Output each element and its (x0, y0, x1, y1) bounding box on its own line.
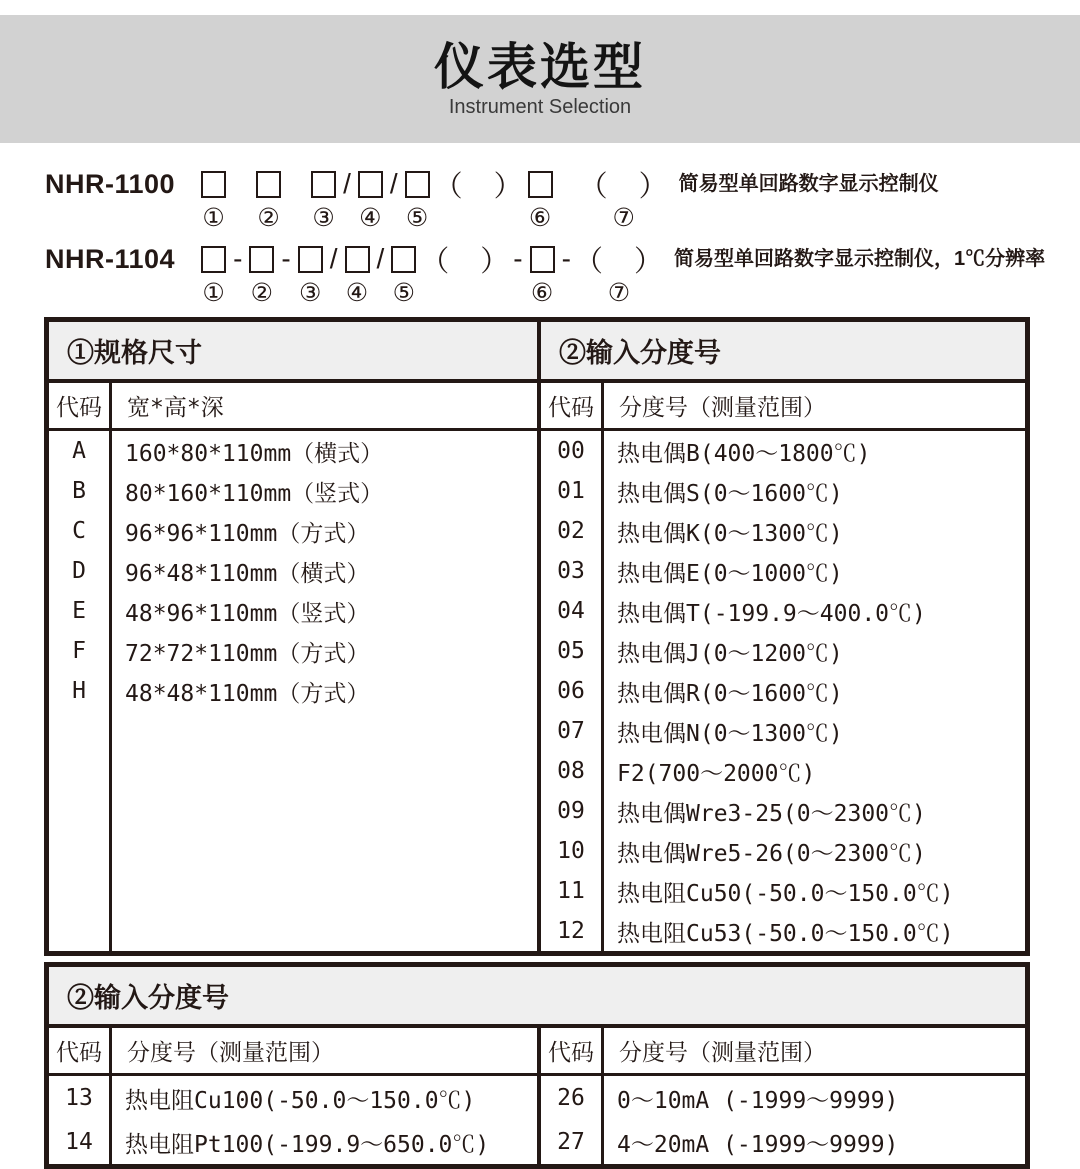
circled-index (564, 203, 571, 233)
empty-code-box (311, 171, 336, 198)
model-code-box-slot (345, 242, 370, 308)
table-row (49, 1120, 537, 1164)
value-cell: 4～20mA (-1999～9999) (617, 1131, 899, 1158)
circled-index (234, 278, 241, 308)
circled-index: ⑥ (530, 279, 554, 307)
empty-code-box (391, 246, 416, 273)
spacer-slot (230, 167, 252, 233)
value-cell: 热电偶T(-199.9～400.0℃) (617, 600, 926, 627)
separator: - (233, 243, 243, 274)
value-cell: 热电偶Wre3-25(0～2300℃) (617, 800, 926, 827)
table-row (541, 1076, 1025, 1120)
circled-index: ④ (359, 204, 382, 232)
value-cell: 96*48*110mm（横式） (125, 560, 370, 587)
code-cell: 11 (557, 878, 585, 904)
selection-table-2 (44, 962, 1030, 1169)
value-cell: F2(700～2000℃) (617, 760, 816, 787)
sep-slot (387, 167, 401, 233)
code-cell: A (72, 438, 86, 464)
table-row (49, 591, 537, 631)
column-header-dimensions: 宽*高*深 (127, 395, 224, 421)
circled-index (390, 203, 397, 233)
circled-index: ② (257, 204, 280, 232)
table-row (541, 591, 1025, 631)
model-code-section (45, 167, 1080, 308)
model-code-box-slot (256, 167, 281, 233)
code-cell: 26 (557, 1085, 585, 1111)
code-cell: 10 (557, 838, 585, 864)
empty-code-box (256, 171, 281, 198)
column-header-graduation-range: 分度号（测量范围） (619, 395, 826, 421)
table-row (49, 631, 537, 671)
table-row (541, 471, 1025, 511)
code-cell: E (72, 598, 86, 624)
separator: / (329, 243, 338, 274)
sep-slot (374, 242, 388, 308)
value-cell: 0～10mA (-1999～9999) (617, 1087, 899, 1114)
circled-index: ⑤ (392, 279, 415, 307)
column-header-code: 代码 (548, 1040, 594, 1066)
value-cell: 热电偶Wre5-26(0～2300℃) (617, 840, 926, 867)
code-cell: 03 (557, 558, 585, 584)
value-cell: 热电偶R(0～1600℃) (617, 680, 843, 707)
column-header-graduation-range: 分度号（测量范围） (619, 1040, 826, 1066)
table-row (49, 671, 537, 711)
model-description: 简易型单回路数字显示控制仪，1℃分辨率 (673, 248, 1046, 270)
paren-slot (579, 167, 669, 233)
code-box (405, 167, 430, 201)
code-cell: 09 (557, 798, 585, 824)
circled-index (514, 278, 521, 308)
value-cell: 160*80*110mm（横式） (125, 440, 384, 467)
table2-left-rows (49, 1076, 541, 1164)
code-cell: 14 (65, 1129, 93, 1155)
model-code-box-slot (358, 167, 383, 233)
column-header-code: 代码 (56, 395, 102, 421)
table-row (541, 431, 1025, 471)
value-cell: 热电偶B(400～1800℃) (617, 440, 871, 467)
table-row (541, 751, 1025, 791)
sep-slot (278, 242, 293, 308)
circled-index (343, 203, 350, 233)
code-cell: 27 (557, 1129, 585, 1155)
value-cell: 48*48*110mm（方式） (125, 680, 370, 707)
circled-index (283, 278, 290, 308)
table-row (541, 791, 1025, 831)
table-row (49, 511, 537, 551)
empty-code-box (358, 171, 383, 198)
empty-code-box (298, 246, 323, 273)
column-header-graduation-range: 分度号（测量范围） (127, 1040, 334, 1066)
code-cell: F (72, 638, 86, 664)
value-cell: 热电偶E(0～1000℃) (617, 560, 843, 587)
value-cell: 热电偶K(0～1300℃) (617, 520, 843, 547)
table-row (541, 671, 1025, 711)
table1-column-header-row (49, 383, 1025, 431)
page-subtitle: Instrument Selection (448, 95, 632, 118)
selection-table-1 (44, 317, 1030, 956)
model-description: 简易型单回路数字显示控制仪 (678, 173, 939, 195)
model-code-box-slot (311, 167, 336, 233)
table-row (541, 711, 1025, 751)
page-title: 仪表选型 (434, 38, 646, 95)
value-cell: 96*96*110mm（方式） (125, 520, 370, 547)
empty-code-box (405, 171, 430, 198)
separator: / (343, 168, 351, 199)
table1-right-rows (541, 431, 1025, 951)
circled-index: ③ (299, 279, 322, 307)
sep-slot (559, 242, 574, 308)
empty-code-box (528, 171, 553, 198)
circled-index: ⑤ (405, 204, 429, 232)
value-cell: 热电阻Pt100(-199.9～650.0℃) (125, 1131, 490, 1158)
model-name: NHR-1100 (45, 169, 176, 199)
table-row (49, 1076, 537, 1120)
value-cell: 热电偶S(0～1600℃) (617, 480, 843, 507)
table-row (541, 911, 1025, 951)
table-row (541, 631, 1025, 671)
circled-index: ② (250, 279, 274, 307)
circled-index (293, 203, 300, 233)
separator: / (376, 243, 385, 274)
code-cell: D (72, 558, 86, 584)
sep-slot (340, 167, 354, 233)
empty-code-box (201, 171, 226, 198)
sep-slot (230, 242, 245, 308)
code-box (530, 242, 555, 276)
code-box (201, 167, 226, 201)
table1-section-band (49, 322, 1025, 383)
circled-index (238, 203, 245, 233)
code-box (249, 242, 274, 276)
circled-index (462, 278, 469, 308)
value-cell: 48*96*110mm（竖式） (125, 600, 370, 627)
model-code-box-slot (298, 242, 323, 308)
model-code-slots (197, 242, 664, 308)
model-code-box-slot (530, 242, 555, 308)
code-cell: 08 (557, 758, 585, 784)
sep-slot (327, 242, 341, 308)
value-cell: 80*160*110mm（竖式） (125, 480, 384, 507)
code-cell: B (72, 478, 86, 504)
empty-code-box (249, 246, 274, 273)
value-cell: 热电阻Cu100(-50.0～150.0℃) (125, 1087, 476, 1114)
model-code-slots (197, 167, 669, 233)
circled-index (563, 278, 570, 308)
circled-index: ④ (345, 279, 369, 307)
value-cell: 热电阻Cu53(-50.0～150.0℃) (617, 920, 954, 947)
table-row (49, 431, 537, 471)
code-cell: 12 (557, 918, 585, 944)
circled-index: ① (202, 204, 225, 232)
sep-slot (510, 242, 525, 308)
circled-index: ⑦ (612, 204, 635, 232)
paren-field: （ ） (578, 170, 669, 203)
value-cell: 热电阻Cu50(-50.0～150.0℃) (617, 880, 954, 907)
code-box (345, 242, 370, 276)
circled-index: ③ (312, 204, 335, 232)
model-code-line (45, 167, 1080, 233)
code-box (256, 167, 281, 201)
code-box (201, 242, 226, 276)
table2-body (49, 1076, 1025, 1164)
column-header-code: 代码 (56, 1040, 102, 1066)
table-row (541, 831, 1025, 871)
table-row (541, 511, 1025, 551)
model-code-box-slot (405, 167, 430, 233)
section-header-spec-size: ①规格尺寸 (49, 322, 541, 379)
value-cell: 热电偶N(0～1300℃) (617, 720, 843, 747)
circled-index: ⑦ (607, 279, 631, 307)
separator: / (389, 168, 398, 199)
paren-slot (574, 242, 664, 308)
table-row (541, 871, 1025, 911)
circled-index (475, 203, 482, 233)
model-code-line (45, 242, 1080, 308)
value-cell: 72*72*110mm（方式） (125, 640, 370, 667)
separator: - (561, 243, 571, 274)
table1-left-rows (49, 431, 541, 951)
circled-index: ① (202, 279, 225, 307)
code-box (391, 242, 416, 276)
code-cell: H (72, 678, 86, 704)
model-code-box-slot (249, 242, 274, 308)
circled-index (377, 278, 384, 308)
code-cell: 02 (557, 518, 585, 544)
paren-field: （ ） (420, 245, 511, 278)
value-cell: 热电偶J(0～1200℃) (617, 640, 843, 667)
circled-index (330, 278, 337, 308)
code-box (311, 167, 336, 201)
empty-code-box (530, 246, 555, 273)
paren-slot (420, 242, 510, 308)
model-code-box-slot (201, 167, 226, 233)
section-header-input-graduation-2: ②输入分度号 (49, 967, 1025, 1028)
empty-code-box (345, 246, 370, 273)
separator: - (513, 243, 523, 274)
circled-index: ⑥ (528, 204, 552, 232)
table-row (541, 551, 1025, 591)
model-code-box-slot (201, 242, 226, 308)
model-code-box-slot (528, 167, 553, 233)
model-code-box-slot (391, 242, 416, 308)
code-box (528, 167, 553, 201)
code-cell: 01 (557, 478, 585, 504)
table2-column-header-row (49, 1028, 1025, 1076)
table2-right-rows (541, 1076, 1025, 1164)
column-header-code: 代码 (548, 395, 594, 421)
spacer-slot (285, 167, 307, 233)
empty-code-box (201, 246, 226, 273)
code-cell: 06 (557, 678, 585, 704)
code-box (358, 167, 383, 201)
model-name: NHR-1104 (45, 244, 176, 274)
spacer-slot (557, 167, 579, 233)
paren-slot (434, 167, 524, 233)
code-cell: C (72, 518, 86, 544)
code-cell: 00 (557, 438, 585, 464)
page-banner (0, 15, 1080, 143)
code-cell: 05 (557, 638, 585, 664)
code-box (298, 242, 323, 276)
paren-field: （ ） (433, 170, 524, 203)
section-header-input-graduation: ②输入分度号 (559, 338, 721, 368)
table1-body (49, 431, 1025, 951)
table-row (541, 1120, 1025, 1164)
code-cell: 04 (557, 598, 585, 624)
table-row (49, 471, 537, 511)
separator: - (281, 243, 291, 274)
table-row (49, 551, 537, 591)
paren-field: （ ） (573, 245, 664, 278)
code-cell: 07 (557, 718, 585, 744)
code-cell: 13 (65, 1085, 93, 1111)
